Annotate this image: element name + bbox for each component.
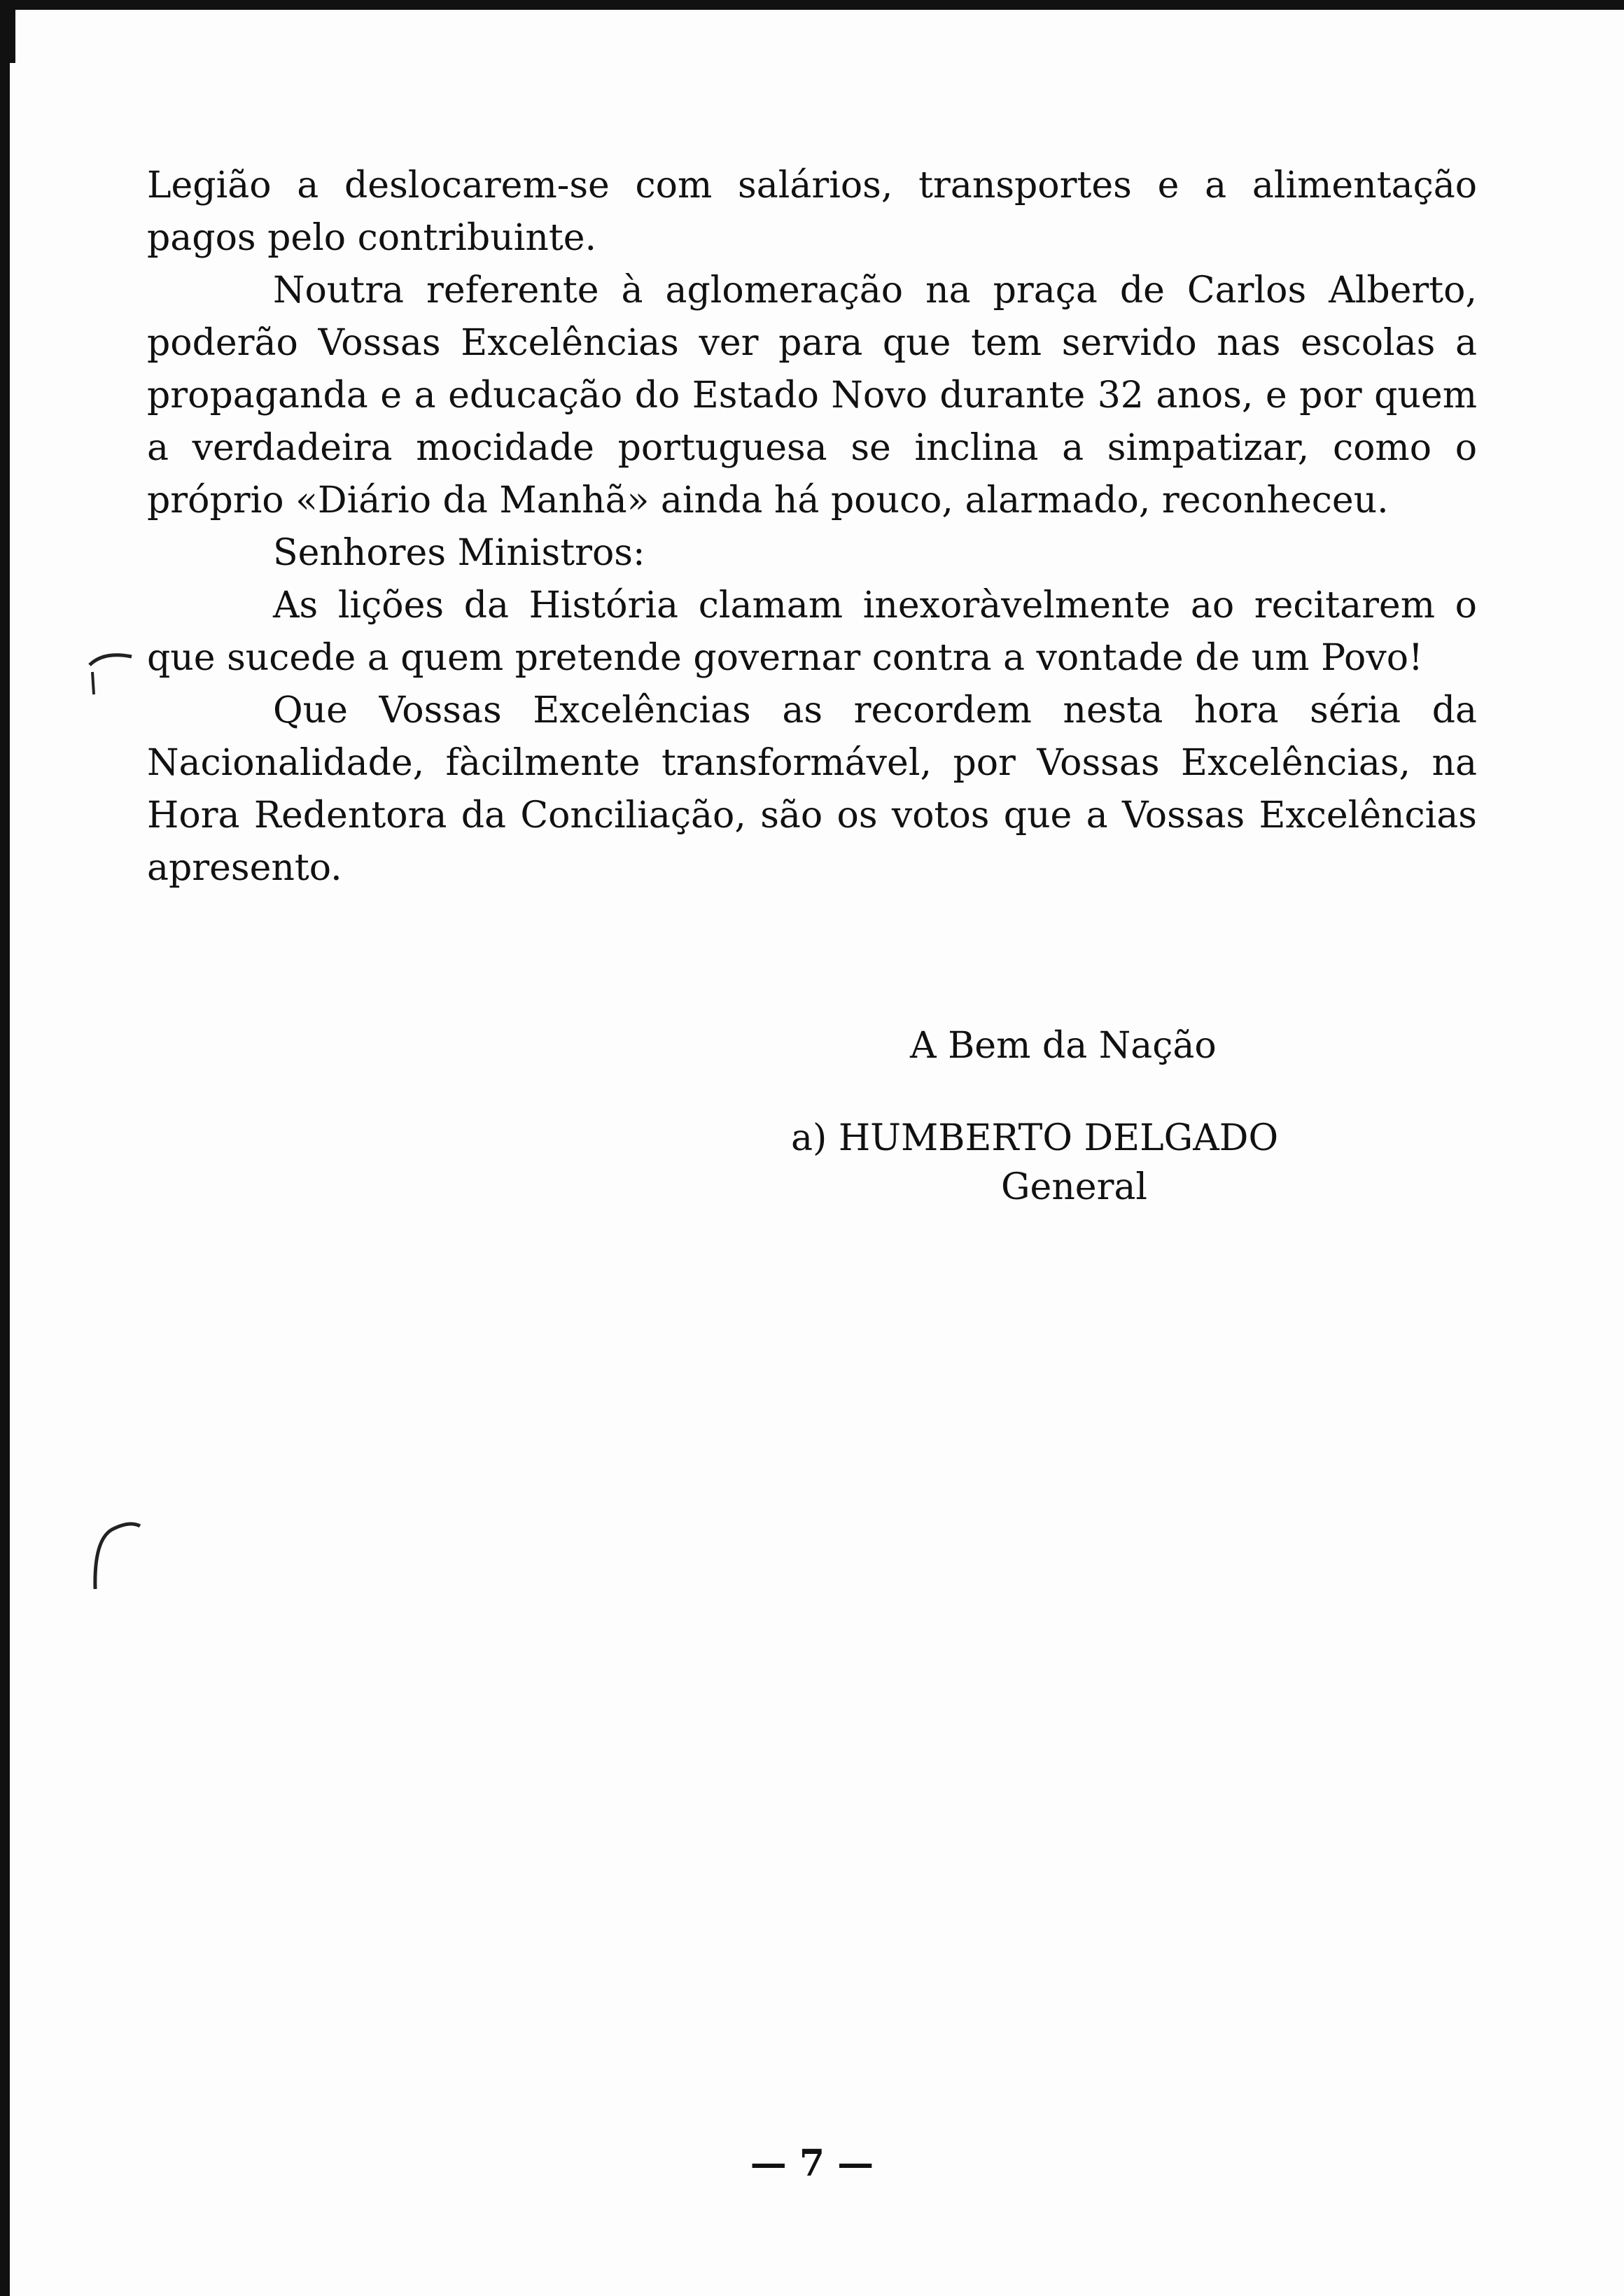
paragraph-3: As lições da História clamam inexoràvelmente ao recitarem o que sucede a quem pretende governar contra a vontade de um Povo! — [147, 584, 1477, 679]
scan-border-corner — [0, 0, 15, 63]
paragraph-2: Noutra referente à aglomeração na praça de Carlos Alberto, poderão Vossas Excelências ver para que tem servido nas escolas a propaganda e a educação do Estado Novo durante 32 anos, e por quem a verdadeira mocidade portuguesa se inclina a simpatizar, como o próprio «Diário da Manhã» ainda há pouco, alarmado, reconheceu. — [147, 270, 1477, 522]
letter-body — [147, 160, 1477, 895]
scan-mark-top — [83, 644, 146, 700]
salutation: Senhores Ministros: — [273, 532, 645, 574]
signatory-rank: General — [1001, 1166, 1148, 1208]
scan-border-top — [0, 0, 1624, 10]
signatory-name: a) HUMBERTO DELGADO — [791, 1117, 1279, 1159]
scan-mark-bottom — [91, 1512, 154, 1596]
paragraph-1: Legião a deslocarem-se com salários, transportes e a alimentação pagos pelo contribuinte. — [147, 164, 1477, 259]
scan-border-left — [0, 0, 10, 2296]
paragraph-4: Que Vossas Excelências as recordem nesta hora séria da Nacionalidade, fàcilmente transformável, por Vossas Excelências, na Hora Redentora da Conciliação, são os votos que a Vossas Excelências apresento. — [147, 690, 1477, 889]
page-number: — 7 — — [750, 2142, 874, 2185]
closing-formula: A Bem da Nação — [910, 1025, 1217, 1067]
